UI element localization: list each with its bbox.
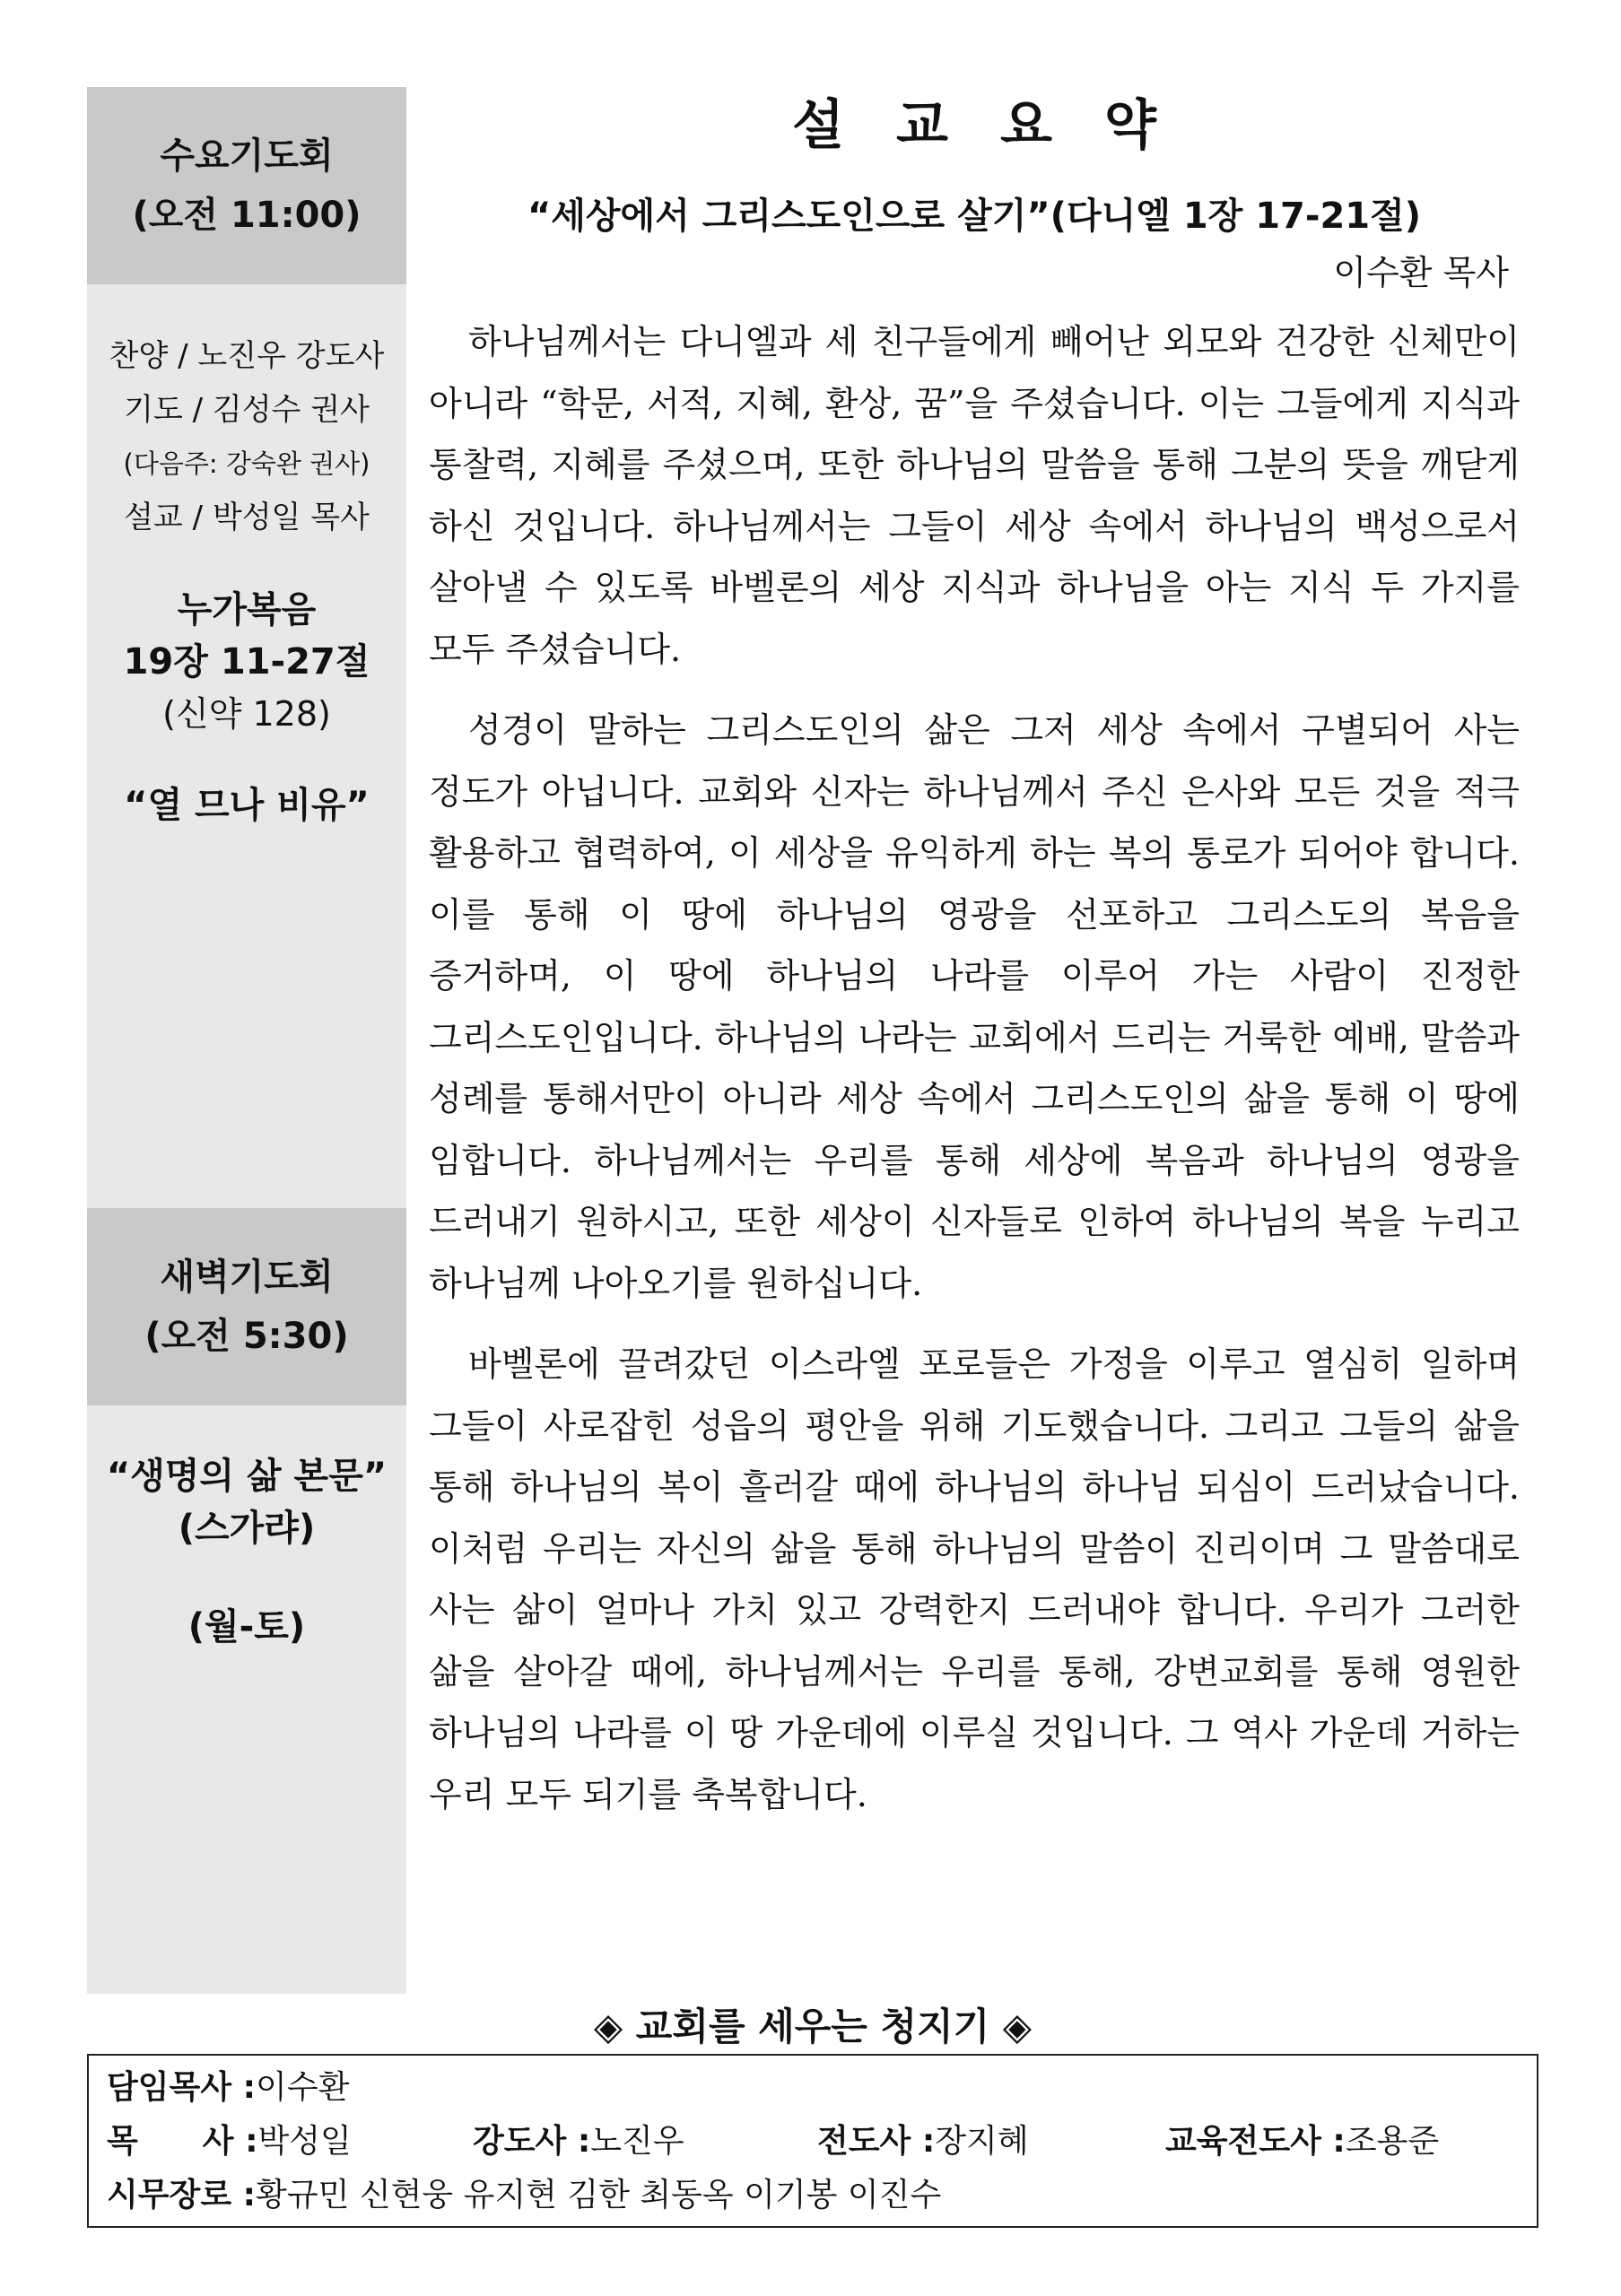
role-next-week: (다음주: 강숙완 권사) — [123, 448, 370, 479]
staff-education — [1165, 2115, 1439, 2169]
role-praise: 찬양 / 노진우 강도사 — [109, 338, 385, 374]
staff-row — [107, 2169, 1519, 2222]
scripture-chapter: 19장 11-27절 — [123, 641, 370, 683]
staff-heading: ◈ 교회를 세우는 청지기 ◈ — [593, 2005, 1033, 2048]
staff-pastor — [107, 2115, 352, 2169]
staff-name: 노진우 — [590, 2123, 684, 2160]
staff-name: 조용준 — [1345, 2123, 1440, 2160]
role-prayer: 기도 / 김성수 권사 — [124, 392, 370, 428]
staff-row — [107, 2061, 1519, 2115]
staff-preacher — [473, 2115, 684, 2169]
dawn-text-title: “생명의 삶 본문” — [106, 1456, 388, 1497]
dawn-service-header — [87, 1208, 406, 1405]
dawn-text-book: (스가랴) — [178, 1508, 316, 1549]
role-sermon: 설교 / 박성일 목사 — [124, 500, 370, 535]
staff-names: 황규민 신현웅 유지현 김한 최동옥 이기봉 이진수 — [256, 2177, 942, 2213]
sermon-title: 설교요약 — [792, 94, 1208, 157]
scripture-page: (신약 128) — [162, 694, 331, 734]
wednesday-service-details — [87, 284, 406, 1208]
wednesday-service-header — [87, 87, 406, 284]
staff-name: 이수환 — [256, 2069, 350, 2106]
dawn-service-time: (오전 5:30) — [144, 1316, 349, 1357]
staff-senior-pastor — [107, 2061, 349, 2115]
sermon-paragraph: 바벨론에 끌려갔던 이스라엘 포로들은 가정을 이루고 열심히 일하며 그들이 사로잡힌 성읍의 평안을 위해 기도했습니다. 그리고 그들의 삶을 통해 하나님의 복이 흘러갈 때에 하나님의 하나님 되심이 드러났습니다. 이처럼 우리는 자신의 삶을 통해 하나님의 말씀이 진리이며 그 말씀대로 사는 삶이 얼마나 가치 있고 강력한지 드러내야 합니다. 우리가 그러한 삶을 살아갈 때에, 하나님께서는 우리를 통해, 강변교회를 통해 영원한 하나님의 나라를 이 땅 가운데에 이루실 것입니다. 그 역사 가운데 거하는 우리 모두 되기를 축복합니다. — [429, 1344, 1520, 1814]
sermon-preacher: 이수환 목사 — [1333, 253, 1509, 292]
scripture-book: 누가복음 — [177, 589, 317, 631]
dawn-text-days: (월-토) — [187, 1606, 306, 1648]
staff-role: 전도사 : — [817, 2123, 936, 2160]
sermon-section — [429, 87, 1520, 1825]
staff-role: 교육전도사 : — [1165, 2123, 1346, 2160]
staff-elders — [107, 2169, 941, 2222]
staff-row — [107, 2115, 1519, 2169]
wednesday-service-title: 수요기도회 — [160, 135, 334, 177]
sermon-paragraph: 성경이 말하는 그리스도인의 삶은 그저 세상 속에서 구별되어 사는 정도가 아닙니다. 교회와 신자는 하나님께서 주신 은사와 모든 것을 적극 활용하고 협력하여, 이 세상을 유익하게 하는 복의 통로가 되어야 합니다. 이를 통해 이 땅에 하나님의 영광을 선포하고 그리스도의 복음을 증거하며, 이 땅에 하나님의 나라를 이루어 가는 사람이 진정한 그리스도인입니다. 하나님의 나라는 교회에서 드리는 거룩한 예배, 말씀과 성례를 통해서만이 아니라 세상 속에서 그리스도인의 삶을 통해 이 땅에 임합니다. 하나님께서는 우리를 통해 세상에 복음과 하나님의 영광을 드러내기 원하시고, 또한 세상이 신자들로 인하여 하나님의 복을 누리고 하나님께 나아오기를 원하십니다. — [429, 710, 1520, 1303]
staff-name: 장지혜 — [935, 2123, 1029, 2160]
dawn-service-title: 새벽기도회 — [160, 1257, 334, 1298]
sermon-paragraph: 하나님께서는 다니엘과 세 친구들에게 빼어난 외모와 건강한 신체만이 아니라 “학문, 서적, 지혜, 환상, 꿈”을 주셨습니다. 이는 그들에게 지식과 통찰력, 지혜를 주셨으며, 또한 하나님의 말씀을 통해 그분의 뜻을 깨닫게 하신 것입니다. 하나님께서는 그들이 세상 속에서 하나님의 백성으로서 살아낼 수 있도록 바벨론의 세상 지식과 하나님을 아는 지식 두 가지를 모두 주셨습니다. — [429, 322, 1520, 669]
staff-role: 담임목사 : — [107, 2069, 257, 2106]
staff-name: 박성일 — [257, 2123, 352, 2160]
scripture-theme: “열 므나 비유” — [124, 785, 370, 826]
staff-role: 목 사 : — [107, 2123, 258, 2160]
staff-box — [87, 2054, 1538, 2228]
staff-role: 시무장로 : — [107, 2177, 257, 2213]
sermon-subtitle: “세상에서 그리스도인으로 살기”(다니엘 1장 17-21절) — [527, 196, 1422, 237]
staff-evangelist — [817, 2115, 1029, 2169]
sidebar — [87, 87, 406, 1994]
wednesday-service-time: (오전 11:00) — [132, 195, 362, 236]
dawn-service-details — [87, 1405, 406, 1994]
staff-role: 강도사 : — [473, 2123, 591, 2160]
